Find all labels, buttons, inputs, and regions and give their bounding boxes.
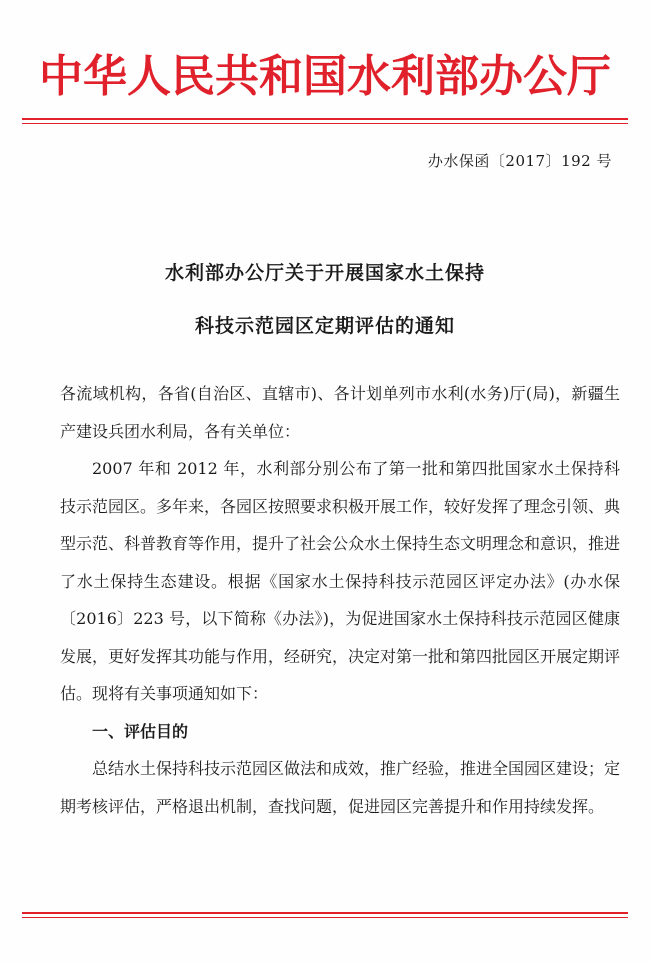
document-number: 办水保函〔2017〕192 号 [427, 152, 612, 170]
footer-divider-thin [22, 917, 628, 918]
document-title-line-1: 水利部办公厅关于开展国家水土保持 [164, 262, 485, 284]
letterhead-divider-thin [22, 123, 628, 124]
footer-divider-thick [22, 912, 628, 914]
document-body [60, 375, 620, 825]
paragraph: 2007 年和 2012 年，水利部分别公布了第一批和第四批国家水土保持科技示范园区。多年来，各园区按照要求积极开展工作，较好发挥了理念引领、典型示范、科普教育等作用，提升了社会公众水土保持生态文明理念和意识，推进了水土保持生态建设。根据《国家水土保持科技示范园区评定办法》(办水保〔2016〕223 号，以下简称《办法》)，为促进国家水土保持科技示范园区健康发展，更好发挥其功能与作用，经研究，决定对第一批和第四批园区开展定期评估。现将有关事项通知如下： [60, 459, 621, 703]
section-heading: 一、评估目的 [92, 721, 189, 741]
letterhead-divider-thick [22, 118, 628, 120]
recipients: 各流域机构，各省(自治区、直辖市)、各计划单列市水利(水务)厅(局)，新疆生产建设兵团水利局，各有关单位： [60, 384, 620, 441]
letterhead-title: 中华人民共和国水利部办公厅 [39, 51, 611, 102]
paragraph: 总结水土保持科技示范园区做法和成效，推广经验，推进全国园区建设；定期考核评估，严格退出机制，查找问题，促进园区完善提升和作用持续发挥。 [60, 759, 621, 816]
document-title-line-2: 科技示范园区定期评估的通知 [194, 315, 455, 337]
